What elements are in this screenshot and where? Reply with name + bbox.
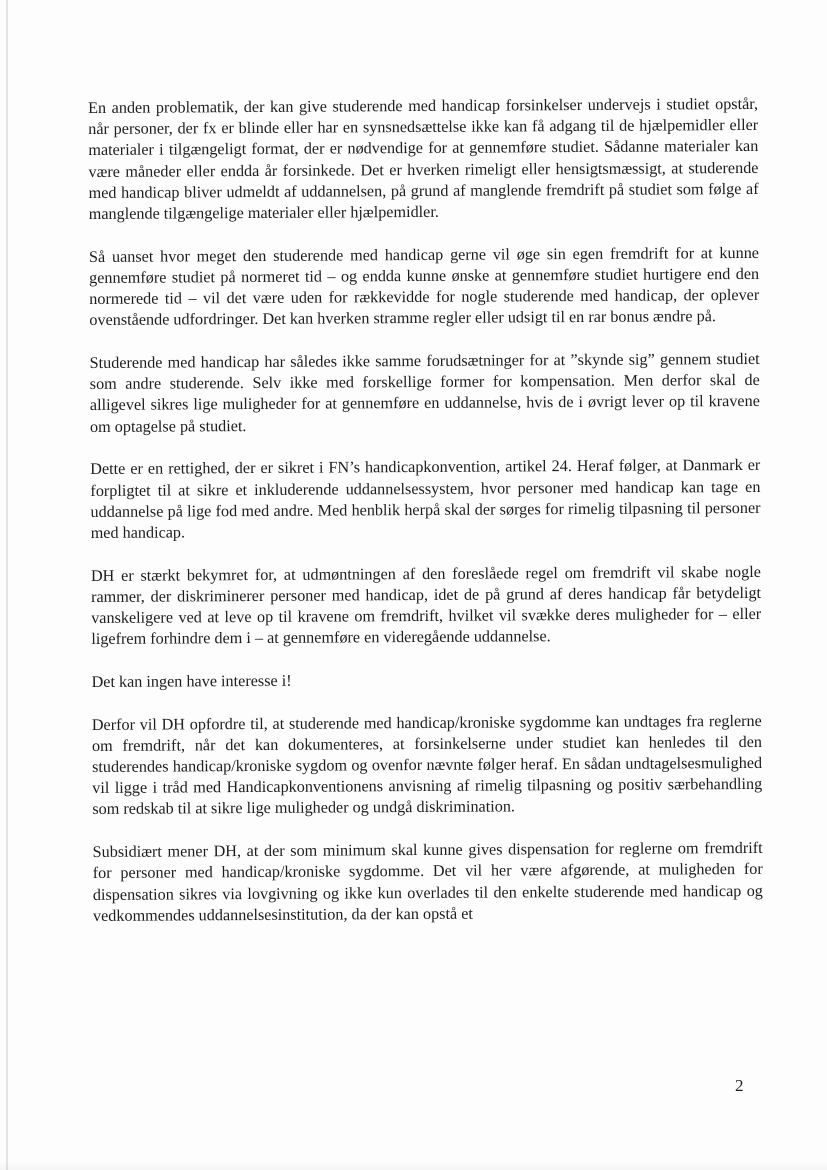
document-body xyxy=(88,94,763,949)
paragraph-6: Det kan ingen have interesse i! xyxy=(91,671,292,691)
page-number: 2 xyxy=(735,1076,744,1095)
paragraph-4: Dette er en rettighed, der er sikret i FN’s handicapkonvention, artikel 24. Heraf følger, at Danmark er forpligtet til at sikre et inkluderende uddannelsessystem, hvor personer med handicap kan tage en uddannelse på lige fod med andre. Med henblik herpå skal der sørges for rimelig tilpasning til personer med handicap. xyxy=(90,456,761,542)
paragraph-3: Studerende med handicap har således ikke samme forudsætninger for at ”skynde sig” gennem studiet som andre studerende. Selv ikke med forskellige former for kompensation. Men derfor skal de alligevel sikres lige muligheder for at gennemføre en uddannelse, hvis de i øvrigt lever op til kravene om optagelse på studiet. xyxy=(89,349,760,436)
paragraph-1: En anden problematik, der kan give studerende med handicap forsinkelser undervejs i studiet opstår, når personer, der fx er blinde eller har en synsnedsættelse ikke kan få adgang til de hjælpemidler eller materialer i tilgængeligt format, der er nødvendige for at gennemføre studiet. Sådanne materialer kan være måneder eller endda år forsinkede. Det er hverken rimeligt eller hensigtsmæssigt, at studerende med handicap bliver udmeldt af uddannelsen, på grund af manglende fremdrift på studiet som følge af manglende tilgængelige materialer eller hjælpemidler. xyxy=(88,94,759,224)
scan-bottom-shadow xyxy=(0,1162,827,1170)
scan-edge xyxy=(6,0,8,1170)
paragraph-8: Subsidiært mener DH, at der som minimum skal kunne gives dispensation for reglerne om fremdrift for personer med handicap/kroniske sygdomme. Det vil her være afgørende, at muligheden for dispensation sikres via lovgivning og ikke kun overlades til den enkelte studerende med handicap og vedkommendes uddannelsesinstitution, da der kan opstå et xyxy=(92,839,763,925)
paragraph-7: Derfor vil DH opfordre til, at studerende med handicap/kroniske sygdomme kan undtages fra reglerne om fremdrift, når det kan dokumenteres, at forsinkelserne under studiet kan henledes til den studerendes handicap/kroniske sygdom og ovenfor nævnte følger heraf. En sådan undtagelsesmulighed vil ligge i tråd med Handicapkonventionens anvisning af rimelig tilpasning og positiv særbehandling som redskab til at sikre lige muligheder og undgå diskrimination. xyxy=(91,711,763,819)
paragraph-2: Så uanset hvor meget den studerende med handicap gerne vil øge sin egen fremdrift for at kunne gennemføre studiet på normeret tid – og endda kunne ønske at gennemføre studiet hurtigere end den normerede tid – vil det være uden for rækkevidde for nogle studerende med handicap, der oplever ovenstående udfordringer. Det kan hverken stramme regler eller udsigt til en rar bonus ændre på. xyxy=(88,243,760,330)
paragraph-5: DH er stærkt bekymret for, at udmøntningen af den foreslåede regel om fremdrift vil skabe nogle rammer, der diskriminerer personer med handicap, idet de på grund af deres handicap får betydeligt vanskeligere ved at leve op til kravene om fremdrift, hvilket vil svække deres muligheder for – eller ligefrem forhindre dem i – at gennemføre en videregående uddannelse. xyxy=(90,562,762,649)
